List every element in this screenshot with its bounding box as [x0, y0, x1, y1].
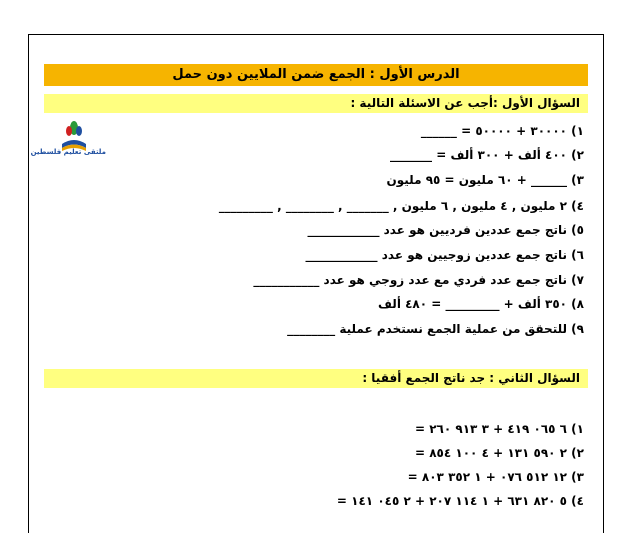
logo-text: ملتقى تعليم فلسطين [30, 148, 106, 156]
q1-item-7: ٧) ناتج جمع عدد فردي مع عدد زوجي هو عدد ___________ [253, 273, 584, 287]
q1-item-9: ٩) للتحقق من عملية الجمع نستخدم عملية ________ [287, 322, 584, 336]
q1-item-4: ٤) ٢ مليون , ٤ مليون , ٦ مليون , _______ , ________ , _________ [218, 199, 584, 213]
q2-item-2: ٢) ٢ ٥٩٠ ١٣١ + ٤ ١٠٠ ٨٥٤ = [415, 446, 584, 460]
q2-item-1: ١) ٦ ٠٦٥ ٤١٩ + ٣ ٩١٣ ٢٦٠ = [415, 422, 584, 436]
q1-item-3: ٣) ______ + ٦٠ مليون = ٩٥ مليون [386, 173, 584, 187]
question2-heading: السؤال الثاني : جد ناتج الجمع أفقيا : [44, 369, 588, 388]
question1-heading: السؤال الأول :أجب عن الاسئلة التالية : [44, 94, 588, 113]
lesson-title: الدرس الأول : الجمع ضمن الملايين دون حمل [44, 64, 588, 86]
q1-item-6: ٦) ناتج جمع عددين زوجيين هو عدد ____________ [305, 248, 584, 262]
q2-item-4: ٤) ٥ ٨٢٠ ٦٣١ + ١ ١١٤ ٢٠٧ + ٢ ٠٤٥ ١٤١ = [336, 494, 584, 508]
q1-item-1: ١) ٣٠٠٠٠ + ٥٠٠٠٠ = ______ [420, 124, 584, 138]
q1-item-5: ٥) ناتج جمع عددين فرديين هو عدد ____________ [307, 223, 584, 237]
q2-item-3: ٣) ١٢ ٥١٢ ٠٧٦ + ١ ٣٥٢ ٨٠٣ = [407, 470, 584, 484]
q1-item-8: ٨) ٣٥٠ ألف + _________ = ٤٨٠ ألف [378, 297, 584, 311]
q1-item-2: ٢) ٤٠٠ ألف + ٣٠٠ ألف = _______ [390, 148, 584, 162]
